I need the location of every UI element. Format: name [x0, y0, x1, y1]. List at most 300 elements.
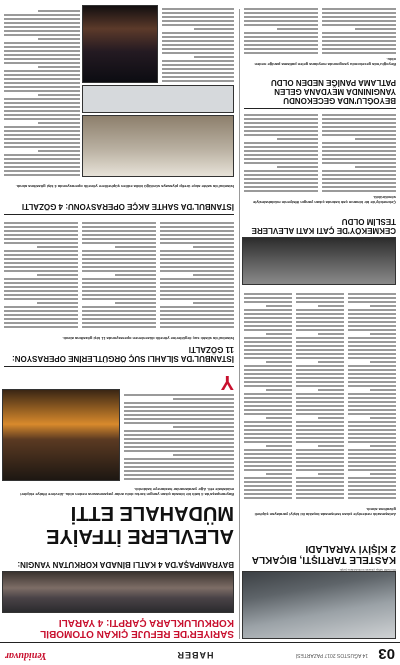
text-line — [296, 429, 344, 431]
section-label: HABER — [176, 650, 214, 660]
text-line — [266, 473, 292, 475]
text-line — [348, 409, 396, 411]
text-line — [244, 397, 292, 399]
text-line — [322, 146, 396, 148]
text-line — [244, 317, 292, 319]
page-date: 14 AĞUSTOS 2017 PAZARTESİ — [295, 652, 368, 658]
text-line — [348, 469, 396, 471]
text-line — [322, 16, 396, 18]
text-line — [296, 449, 344, 451]
text-line — [296, 457, 344, 459]
text-line — [82, 326, 156, 328]
text-line — [244, 349, 292, 351]
text-line — [38, 38, 80, 40]
text-line — [4, 262, 78, 264]
text-line — [348, 421, 396, 423]
text-line — [82, 310, 156, 312]
text-line — [296, 393, 344, 395]
roof-story-headline: CEKMEKÖY'DE ÇATI KATI ALEVLERE TESLİM OLDU — [251, 217, 396, 235]
text-line — [370, 305, 396, 307]
building-photo — [2, 571, 234, 613]
night-story-body-col2 — [244, 5, 318, 55]
text-line — [348, 393, 396, 395]
text-line — [160, 226, 234, 228]
text-line — [296, 397, 344, 399]
text-line — [322, 170, 396, 172]
text-line — [370, 417, 396, 419]
text-line — [296, 437, 344, 439]
text-line — [244, 345, 292, 347]
text-line — [4, 98, 80, 100]
text-line — [160, 322, 234, 324]
text-line — [37, 302, 78, 304]
text-line — [348, 357, 396, 359]
text-line — [244, 401, 292, 403]
knife-story-body-col2 — [296, 290, 344, 500]
text-line — [348, 369, 396, 371]
text-line — [4, 102, 80, 104]
text-line — [162, 80, 234, 82]
text-line — [244, 16, 318, 18]
text-line — [322, 190, 396, 192]
text-line — [37, 246, 78, 248]
text-line — [322, 44, 396, 46]
text-line — [160, 254, 234, 256]
text-line — [348, 341, 396, 343]
text-line — [244, 481, 292, 483]
text-line — [322, 24, 396, 26]
text-line — [322, 182, 396, 184]
text-line — [4, 322, 78, 324]
text-line — [160, 266, 234, 268]
gun-story-summary: İstanbul'da silahlı suç örgütlerine yönelik düzenlenen operasyonda 11 kişi gözaltına alındı. — [62, 336, 234, 341]
text-line — [82, 226, 156, 228]
text-line — [124, 422, 234, 424]
text-line — [296, 465, 344, 467]
jewellery-photo — [82, 115, 234, 177]
fire-story-lead: Bayrampaşa'da 4 katlı bir binada çıkan yangın korku dolu anlar yaşanmasına neden oldu. Alevlere itfaiye ekipleri müdahale etti. Ağır yaralananlar hastaneye kaldırıldı. — [20, 487, 234, 497]
text-line — [124, 394, 234, 396]
text-line — [4, 222, 78, 224]
text-line — [162, 44, 234, 46]
text-line — [4, 258, 78, 260]
text-line — [244, 433, 292, 435]
night-story-headline: BEYOĞLU'NDA GECEKONDU YANGININDA MEYDANA GELEN PATLAMA PANİĞE NEDEN OLDU — [270, 78, 396, 105]
text-line — [38, 150, 80, 152]
text-line — [244, 321, 292, 323]
roof-fire-photo — [242, 237, 396, 285]
text-line — [266, 389, 292, 391]
text-line — [244, 377, 292, 379]
text-line — [348, 481, 396, 483]
text-line — [296, 441, 344, 443]
text-line — [348, 373, 396, 375]
night-story-summary: Beyoğlu'nda gecekondu yangınında meydana gelen patlama paniğe neden oldu. — [254, 57, 396, 67]
text-line — [296, 493, 344, 495]
text-line — [244, 134, 318, 136]
text-line — [322, 118, 396, 120]
text-line — [244, 309, 292, 311]
text-line — [296, 309, 344, 311]
text-line — [124, 458, 234, 460]
text-line — [4, 106, 80, 108]
text-line — [348, 377, 396, 379]
fire-story-headline: ALEVLERE İTFAİYE MÜDAHALE ETTİ — [46, 502, 234, 547]
text-line — [160, 298, 234, 300]
text-line — [4, 58, 80, 60]
text-line — [348, 461, 396, 463]
text-line — [4, 134, 80, 136]
text-line — [4, 298, 78, 300]
text-line — [322, 174, 396, 176]
text-line — [82, 298, 156, 300]
text-line — [38, 122, 80, 124]
text-line — [124, 442, 234, 444]
text-line — [296, 461, 344, 463]
text-line — [348, 345, 396, 347]
y-logo-mark: Y — [220, 371, 234, 393]
text-line — [4, 86, 80, 88]
text-line — [244, 40, 318, 42]
text-line — [348, 353, 396, 355]
text-line — [162, 48, 234, 50]
text-line — [124, 446, 234, 448]
text-line — [348, 485, 396, 487]
text-line — [124, 470, 234, 472]
text-line — [4, 110, 80, 112]
text-line — [162, 16, 234, 18]
text-line — [162, 52, 234, 54]
text-line — [244, 413, 292, 415]
text-line — [160, 242, 234, 244]
text-line — [322, 130, 396, 132]
text-line — [4, 14, 80, 16]
text-line — [322, 122, 396, 124]
text-line — [244, 130, 318, 132]
story-divider — [4, 366, 234, 367]
text-line — [160, 294, 234, 296]
text-line — [244, 154, 318, 156]
text-line — [244, 12, 318, 14]
text-line — [193, 302, 234, 304]
text-line — [348, 301, 396, 303]
story-divider — [4, 214, 234, 215]
text-line — [322, 158, 396, 160]
text-line — [4, 306, 78, 308]
text-line — [322, 8, 396, 10]
text-line — [4, 318, 78, 320]
text-line — [296, 357, 344, 359]
text-line — [244, 357, 292, 359]
text-line — [115, 246, 156, 248]
text-line — [4, 70, 80, 72]
text-line — [244, 437, 292, 439]
text-line — [370, 333, 396, 335]
text-line — [82, 266, 156, 268]
text-line — [124, 466, 234, 468]
text-line — [82, 242, 156, 244]
text-line — [348, 457, 396, 459]
text-line — [4, 138, 80, 140]
text-line — [348, 449, 396, 451]
text-line — [348, 381, 396, 383]
text-line — [160, 278, 234, 280]
text-line — [124, 418, 234, 420]
text-line — [193, 246, 234, 248]
text-line — [322, 186, 396, 188]
gun-story-body-col3 — [4, 219, 78, 329]
text-line — [160, 318, 234, 320]
text-line — [244, 313, 292, 315]
text-line — [348, 401, 396, 403]
text-line — [296, 413, 344, 415]
text-line — [244, 32, 318, 34]
text-line — [348, 497, 396, 499]
text-line — [37, 274, 78, 276]
text-line — [4, 170, 80, 172]
text-line — [244, 369, 292, 371]
text-line — [4, 130, 80, 132]
fire-photo — [2, 389, 120, 481]
text-line — [244, 48, 318, 50]
text-line — [244, 150, 318, 152]
text-line — [4, 18, 80, 20]
text-line — [244, 465, 292, 467]
text-line — [4, 254, 78, 256]
text-line — [296, 325, 344, 327]
text-line — [348, 453, 396, 455]
text-line — [82, 306, 156, 308]
text-line — [124, 410, 234, 412]
text-line — [244, 325, 292, 327]
text-line — [296, 497, 344, 499]
text-line — [82, 262, 156, 264]
text-line — [348, 477, 396, 479]
text-line — [296, 365, 344, 367]
text-line — [244, 353, 292, 355]
text-line — [160, 314, 234, 316]
roof-story-body-col2 — [244, 113, 318, 193]
text-line — [162, 76, 234, 78]
text-line — [296, 373, 344, 375]
night-scene-photo — [82, 5, 158, 83]
text-line — [296, 405, 344, 407]
text-line — [318, 389, 344, 391]
text-line — [244, 493, 292, 495]
text-line — [296, 297, 344, 299]
text-line — [160, 310, 234, 312]
text-line — [4, 166, 80, 168]
crash-story-kicker: SARIYER'DE REFÜJE ÇIKAN OTOMOBİL KORKULUKLARA ÇARPTI: 4 YARALI — [40, 617, 234, 639]
text-line — [160, 250, 234, 252]
text-line — [244, 182, 318, 184]
text-line — [266, 305, 292, 307]
text-line — [318, 361, 344, 363]
text-line — [4, 142, 80, 144]
text-line — [160, 238, 234, 240]
gun-story-headline: İSTANBUL'DA SİLAHLI SUÇ ÖRGÜTLERİNE OPERASYON: 11 GÖZALTI — [12, 345, 234, 363]
knife-story-body-col1 — [348, 290, 396, 500]
text-line — [4, 282, 78, 284]
text-line — [4, 266, 78, 268]
text-line — [160, 258, 234, 260]
text-line — [115, 302, 156, 304]
text-line — [348, 397, 396, 399]
text-line — [244, 485, 292, 487]
text-line — [296, 485, 344, 487]
text-line — [244, 441, 292, 443]
text-line — [244, 373, 292, 375]
text-line — [162, 68, 234, 70]
text-line — [266, 361, 292, 363]
text-line — [296, 369, 344, 371]
roof-story-summary: Çekmeköy'de bir binanın çatı katında çıkan yangın itfaiyenin müdahalesiyle söndürüldü. — [253, 195, 396, 205]
text-line — [296, 489, 344, 491]
text-line — [296, 317, 344, 319]
text-line — [4, 310, 78, 312]
text-line — [348, 313, 396, 315]
text-line — [160, 270, 234, 272]
text-line — [244, 393, 292, 395]
text-line — [4, 34, 80, 36]
text-line — [244, 453, 292, 455]
text-line — [82, 250, 156, 252]
text-line — [322, 178, 396, 180]
text-line — [244, 365, 292, 367]
text-line — [244, 114, 318, 116]
text-line — [348, 325, 396, 327]
text-line — [244, 126, 318, 128]
car-crash-photo — [242, 571, 396, 639]
text-line — [82, 294, 156, 296]
text-line — [370, 445, 396, 447]
text-line — [124, 434, 234, 436]
text-line — [370, 361, 396, 363]
text-line — [4, 294, 78, 296]
text-line — [322, 162, 396, 164]
text-line — [4, 230, 78, 232]
knife-story-summary: Anlaşmazlık nedeniyle çıkan tartışmada bıçakla iki kişiyi yaralayan şüpheli gözaltına alındı. — [254, 507, 396, 517]
text-line — [244, 461, 292, 463]
text-line — [124, 478, 234, 480]
text-line — [4, 174, 80, 176]
text-line — [277, 166, 318, 168]
car-photo-caption: Otomobil refüje çıkarak korkuluklara çarptı. — [338, 568, 396, 572]
text-line — [194, 56, 234, 58]
text-line — [322, 134, 396, 136]
text-line — [38, 66, 80, 68]
text-line — [244, 341, 292, 343]
text-line — [160, 262, 234, 264]
text-line — [296, 293, 344, 295]
text-line — [348, 489, 396, 491]
text-line — [348, 437, 396, 439]
text-line — [322, 142, 396, 144]
text-line — [4, 242, 78, 244]
text-line — [4, 290, 78, 292]
text-line — [4, 126, 80, 128]
text-line — [160, 282, 234, 284]
text-line — [296, 321, 344, 323]
text-line — [348, 405, 396, 407]
text-line — [4, 78, 80, 80]
text-line — [348, 493, 396, 495]
text-line — [322, 20, 396, 22]
text-line — [4, 278, 78, 280]
text-line — [4, 90, 80, 92]
text-line — [38, 94, 80, 96]
text-line — [296, 337, 344, 339]
text-line — [4, 270, 78, 272]
text-line — [174, 426, 235, 428]
text-line — [370, 389, 396, 391]
text-line — [244, 44, 318, 46]
text-line — [244, 489, 292, 491]
gun-story-body-col1 — [160, 219, 234, 329]
text-line — [4, 234, 78, 236]
text-line — [244, 8, 318, 10]
fire-story-body — [124, 391, 234, 481]
text-line — [4, 226, 78, 228]
text-line — [82, 230, 156, 232]
text-line — [318, 305, 344, 307]
text-line — [322, 12, 396, 14]
text-line — [244, 178, 318, 180]
text-line — [160, 222, 234, 224]
text-line — [4, 162, 80, 164]
page-header — [0, 642, 400, 665]
text-line — [348, 365, 396, 367]
text-line — [348, 317, 396, 319]
text-line — [296, 353, 344, 355]
text-line — [348, 293, 396, 295]
text-line — [296, 425, 344, 427]
text-line — [244, 425, 292, 427]
story-divider — [244, 108, 396, 109]
text-line — [266, 417, 292, 419]
text-line — [162, 40, 234, 42]
text-line — [4, 74, 80, 76]
text-line — [124, 414, 234, 416]
page-number: 03 — [378, 645, 395, 662]
text-line — [244, 118, 318, 120]
text-line — [162, 64, 234, 66]
text-line — [4, 82, 80, 84]
text-line — [322, 52, 396, 54]
gold-story-body-col2 — [162, 7, 234, 83]
text-line — [244, 301, 292, 303]
text-line — [162, 8, 234, 10]
text-line — [277, 138, 318, 140]
text-line — [370, 473, 396, 475]
text-line — [124, 438, 234, 440]
text-line — [160, 234, 234, 236]
text-line — [82, 254, 156, 256]
press-conference-photo — [82, 85, 234, 113]
text-line — [355, 28, 396, 30]
text-line — [124, 462, 234, 464]
text-line — [160, 326, 234, 328]
text-line — [82, 314, 156, 316]
text-line — [82, 278, 156, 280]
text-line — [244, 381, 292, 383]
text-line — [4, 286, 78, 288]
text-line — [124, 402, 234, 404]
text-line — [4, 42, 80, 44]
column-divider — [239, 9, 240, 639]
text-line — [4, 238, 78, 240]
text-line — [244, 146, 318, 148]
